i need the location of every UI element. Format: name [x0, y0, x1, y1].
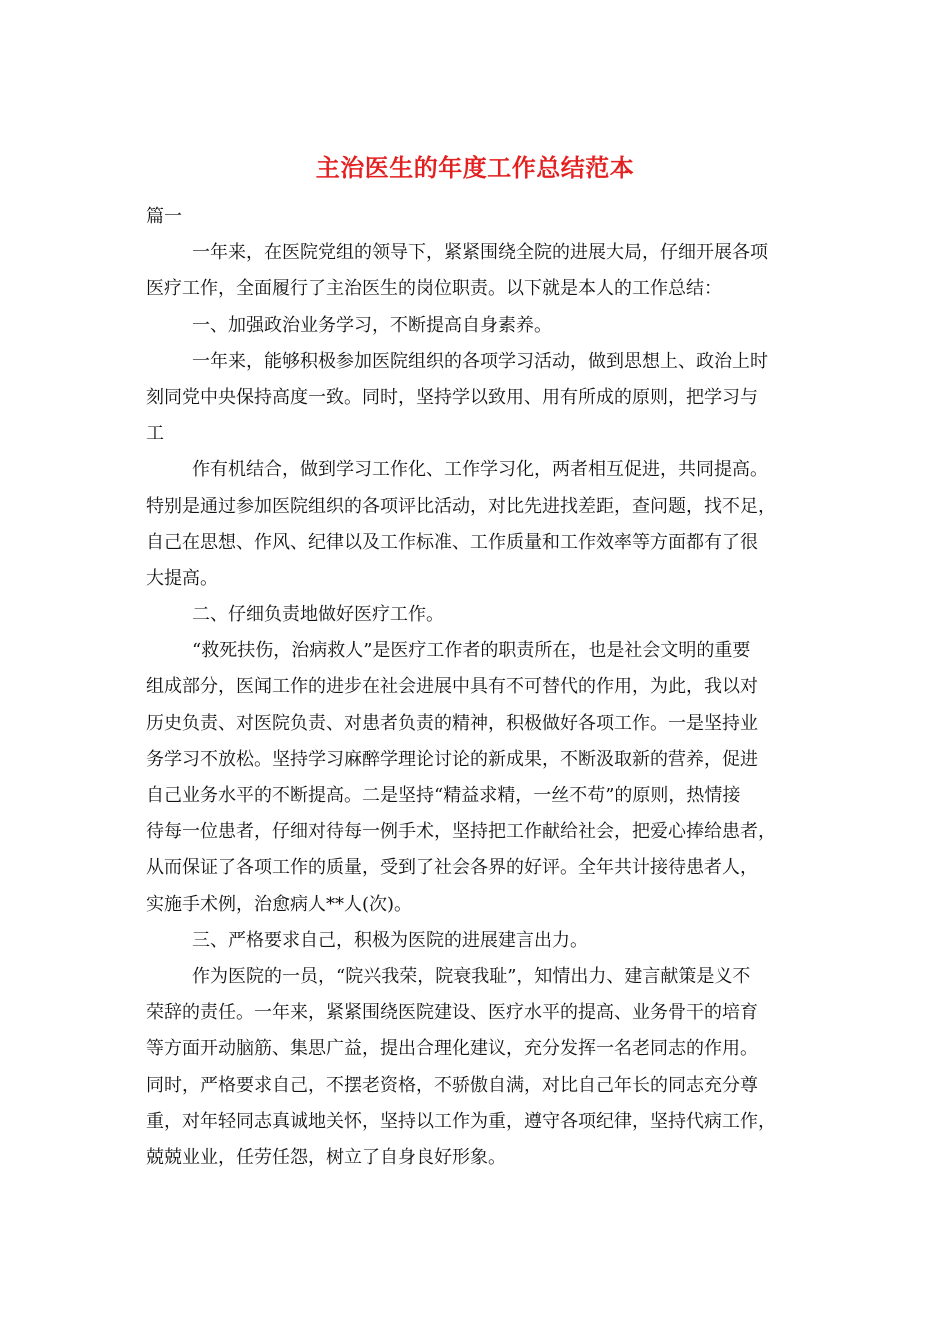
- document-body: [146, 199, 806, 1176]
- text-line: 重，对年轻同志真诚地关怀，坚持以工作为重，遵守各项纪律，坚持代病工作，: [146, 1110, 776, 1132]
- text-line: 作有机结合，做到学习工作化、工作学习化，两者相互促进，共同提高。: [192, 459, 768, 481]
- text-line: 自己在思想、作风、纪律以及工作标准、工作质量和工作效率等方面都有了很: [146, 531, 758, 553]
- section-label: 篇一: [146, 206, 182, 227]
- text-line: 实施手术例，治愈病人**人(次)。: [146, 893, 413, 915]
- text-line: 作为医院的一员，“院兴我荣，院衰我耻”，知情出力、建言献策是义不: [192, 965, 751, 987]
- text-line: 组成部分，医闻工作的进步在社会进展中具有不可替代的作用，为此，我以对: [146, 676, 758, 698]
- text-line: 一、加强政治业务学习，不断提高自身素养。: [192, 314, 552, 336]
- text-line: 特别是通过参加医院组织的各项评比活动，对比先进找差距，查问题，找不足，: [146, 495, 776, 517]
- text-line: 自己业务水平的不断提高。二是坚持“精益求精，一丝不苟”的原则，热情接: [146, 785, 741, 806]
- text-line: 兢兢业业，任劳任怨，树立了自身良好形象。: [146, 1146, 506, 1168]
- text-line: 医疗工作，全面履行了主治医生的岗位职责。以下就是本人的工作总结：: [146, 278, 722, 300]
- text-line: 从而保证了各项工作的质量，受到了社会各界的好评。全年共计接待患者人，: [146, 857, 758, 879]
- text-line: “救死扶伤，治病救人”是医疗工作者的职责所在，也是社会文明的重要: [192, 640, 751, 662]
- text-line: 历史负责、对医院负责、对患者负责的精神，积极做好各项工作。一是坚持业: [146, 712, 758, 734]
- text-line: 大提高。: [146, 567, 218, 589]
- text-line: 二、仔细负责地做好医疗工作。: [192, 604, 444, 626]
- text-line: 工: [146, 423, 164, 445]
- text-line: 待每一位患者，仔细对待每一例手术，坚持把工作献给社会，把爱心捧给患者，: [146, 821, 776, 843]
- text-line: 荣辞的责任。一年来，紧紧围绕医院建设、医疗水平的提高、业务骨干的培育: [146, 1002, 758, 1024]
- text-line: 刻同党中央保持高度一致。同时，坚持学以致用、用有所成的原则，把学习与: [146, 386, 758, 408]
- text-line: 务学习不放松。坚持学习麻醉学理论讨论的新成果，不断汲取新的营养，促进: [146, 748, 758, 770]
- paragraph-lines: [146, 235, 806, 1176]
- text-line: 三、严格要求自己，积极为医院的进展建言出力。: [192, 929, 588, 951]
- document-title: 主治医生的年度工作总结范本: [315, 153, 635, 182]
- text-line: 一年来，能够积极参加医院组织的各项学习活动，做到思想上、政治上时: [192, 350, 768, 372]
- text-line: 等方面开动脑筋、集思广益，提出合理化建议，充分发挥一名老同志的作用。: [146, 1038, 758, 1060]
- text-line: 同时，严格要求自己，不摆老资格，不骄傲自满，对比自己年长的同志充分尊: [146, 1074, 758, 1096]
- text-line: 一年来，在医院党组的领导下，紧紧围绕全院的进展大局，仔细开展各项: [192, 242, 768, 264]
